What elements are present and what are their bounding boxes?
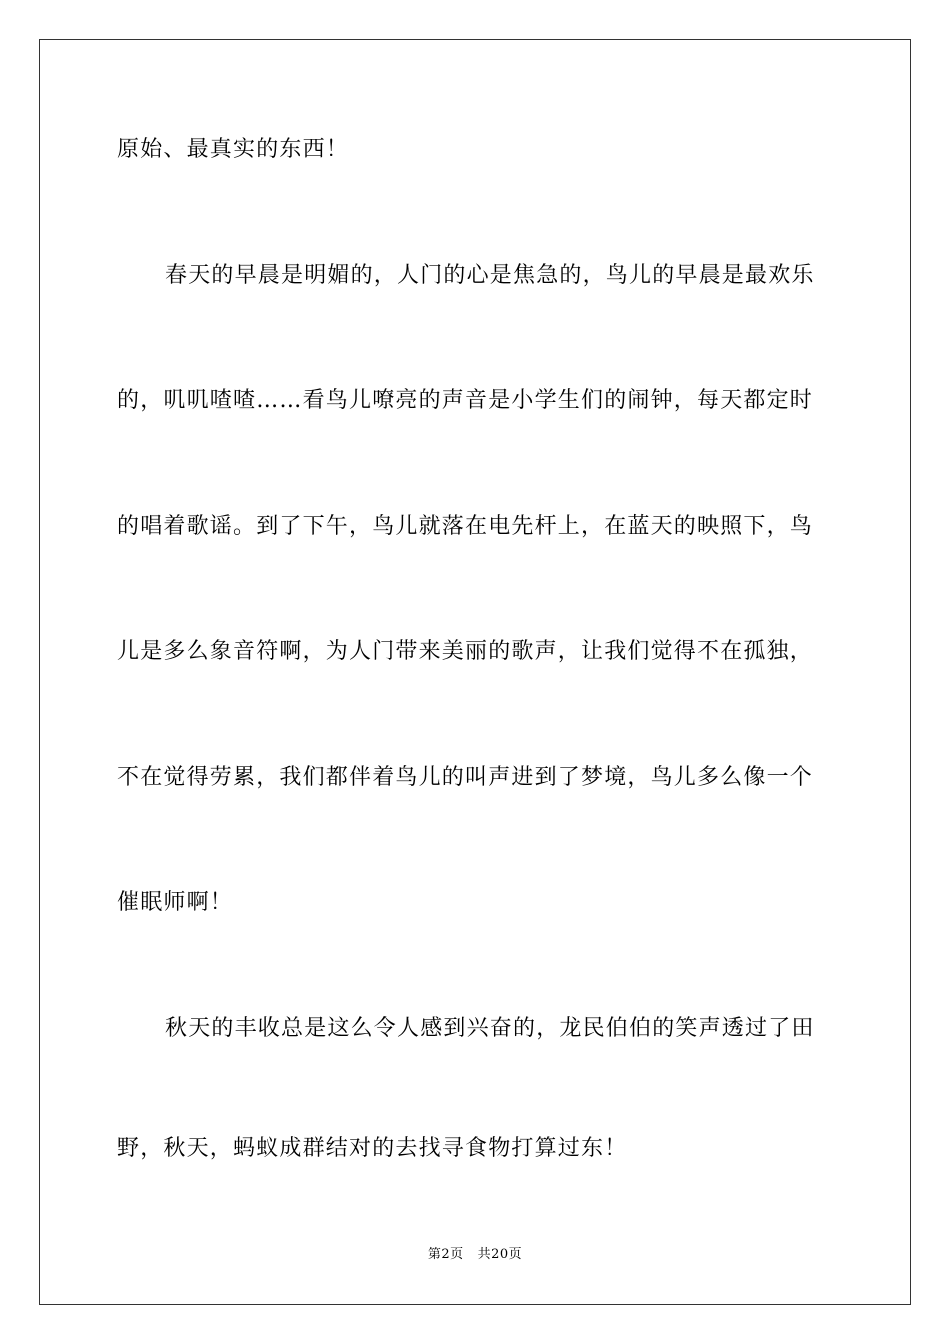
text-line: 儿是多么象音符啊，为人门带来美丽的歌声，让我们觉得不在孤独， [117, 639, 814, 664]
page-number: 第2页 [427, 1247, 464, 1262]
text-line: 的，叽叽喳喳……看鸟儿嘹亮的声音是小学生们的闹钟，每天都定时 [117, 388, 814, 413]
page-footer [0, 1246, 950, 1264]
page-total: 共20页 [477, 1247, 523, 1262]
paragraph-start-line: 秋天的丰收总是这么令人感到兴奋的，龙民伯伯的笑声透过了田 [165, 1016, 815, 1041]
text-line: 的唱着歌谣。到了下午，鸟儿就落在电先杆上，在蓝天的映照下，鸟 [117, 514, 814, 539]
text-line: 不在觉得劳累，我们都伴着鸟儿的叫声进到了梦境，鸟儿多么像一个 [117, 765, 814, 790]
page-border [39, 39, 911, 1305]
text-line: 催眠师啊！ [117, 890, 234, 915]
paragraph-start-line: 春天的早晨是明媚的，人门的心是焦急的，鸟儿的早晨是最欢乐 [165, 263, 815, 288]
text-line: 原始、最真实的东西！ [117, 137, 350, 162]
text-line: 野，秋天，蚂蚁成群结对的去找寻食物打算过东！ [117, 1136, 628, 1161]
